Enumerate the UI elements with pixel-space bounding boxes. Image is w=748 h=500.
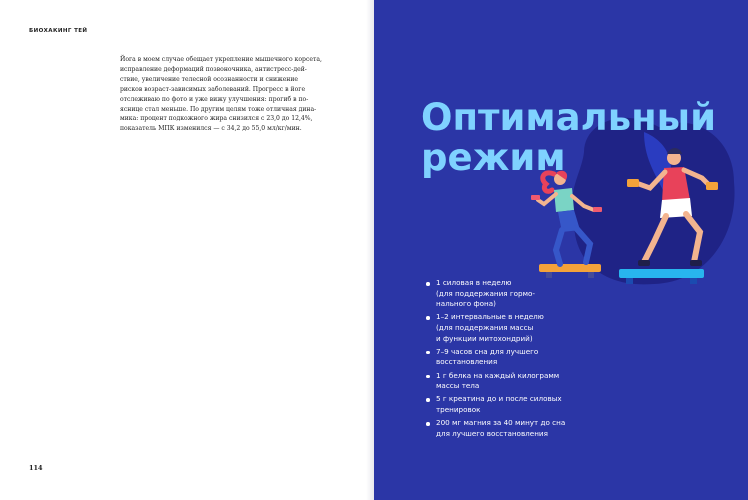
list-item [426,278,626,310]
headline-line: Оптимальный [421,96,717,139]
bullet-icon [426,316,430,320]
list-item-line: 7–9 часов сна для лучшего [436,346,539,356]
body-line: исправление деформаций позвоночника, антистресс-дей- [120,65,307,73]
body-line: мика: процент подкожного жира снизился с 23,0 до 12,4%, [120,115,313,123]
body-line: Йога в моем случае обещает укрепление мышечного корсета, [120,56,322,63]
body-line: отслеживаю по фото и уже вижу улучшения: прогиб в по- [120,95,309,103]
list-item [426,312,626,344]
list-item-line: тренировок [436,404,481,414]
list-item-line: восстановления [436,357,498,367]
bullet-icon [426,375,430,379]
list-item-line: нального фона) [436,299,496,309]
list-item-line: 5 г креатина до и после силовых [436,394,562,404]
running-head: БИОХАКИНГ ТЕЙ [29,28,88,34]
page-gutter [366,0,374,500]
list-item [426,394,626,415]
headline-line: режим [421,136,566,179]
body-line: рисков возраст-зависимых заболеваний. Прогресс в йоге [120,85,306,93]
right-page [374,0,748,500]
list-item [426,347,626,368]
list-item-line: для лучшего восстановления [436,428,548,438]
list-item-line: массы тела [436,381,480,391]
body-paragraph [120,55,352,134]
bullet-icon [426,351,430,355]
body-line: ствие, увеличение телесной осознанности и снижение [120,75,299,83]
bullet-icon [426,398,430,402]
step-platform-left [539,264,601,278]
list-item-line: 1–2 интервальные в неделю [436,312,544,322]
page-number: 114 [29,464,43,472]
list-item-line: (для поддержания массы [436,322,534,332]
list-item-line: 1 г белка на каждый килограмм [436,370,560,380]
body-line: яснице стал меньше. По другим целям тоже отличная дина- [120,105,317,113]
bullet-icon [426,422,430,426]
list-item-line: 200 мг магния за 40 минут до сна [436,418,566,428]
bullet-icon [426,282,430,286]
list-item [426,371,626,392]
list-item-line: 1 силовая в неделю [436,278,512,287]
list-item-line: и функции митохондрий) [436,333,533,343]
headline [421,98,716,178]
list-item [426,418,626,439]
list-item-line: (для поддержания гормо- [436,288,536,298]
recommendation-list [426,278,626,442]
body-line: показатель МПК изменился — с 34,2 до 55,0 мл/кг/мин. [120,125,302,133]
